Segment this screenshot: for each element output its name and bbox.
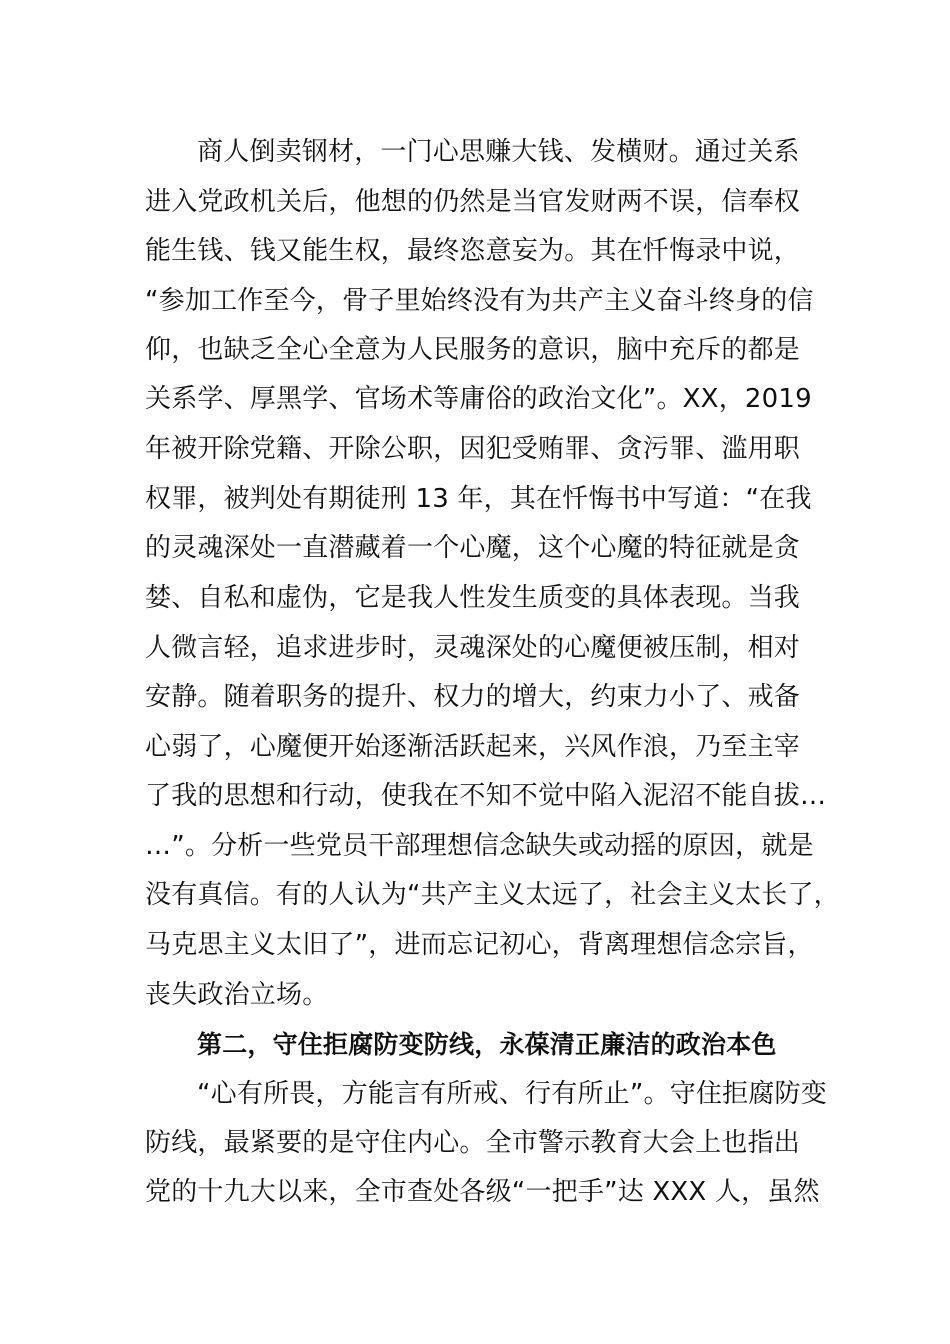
paragraph-line: 年被开除党籍、开除公职，因犯受贿罪、贪污罪、滥用职: [145, 434, 801, 464]
paragraph-line: 能生钱、钱又能生权，最终恣意妄为。其在忏悔录中说，: [145, 236, 801, 266]
paragraph-line: 关系学、厚黑学、官场术等庸俗的政治文化”。XX，2019: [145, 384, 812, 414]
paragraph-line: “心有所畏，方能言有所戒、行有所止”。守住拒腐防变: [197, 1079, 827, 1109]
paragraph-line: “参加工作至今，骨子里始终没有为共产主义奋斗终身的信: [145, 286, 814, 316]
paragraph-line: 丧失政治立场。: [145, 980, 329, 1010]
paragraph-line: 的灵魂深处一直潜藏着一个心魔，这个心魔的特征就是贪: [145, 533, 801, 563]
paragraph-line: 人微言轻，追求进步时，灵魂深处的心魔便被压制，相对: [145, 633, 801, 663]
section-heading: 第二，守住拒腐防变防线，永葆清正廉洁的政治本色: [197, 1030, 777, 1059]
paragraph-line: 仰，也缺乏全心全意为人民服务的意识，脑中充斥的都是: [145, 335, 801, 365]
paragraph-line: 了我的思想和行动，使我在不知不觉中陷入泥沼不能自拔…: [145, 781, 827, 811]
paragraph-line: 商人倒卖钢材，一门心思赚大钱、发横财。通过关系: [197, 137, 800, 167]
paragraph-line: 安静。随着职务的提升、权力的增大，约束力小了、戒备: [145, 682, 801, 712]
paragraph-line: 没有真信。有的人认为“共产主义太远了，社会主义太长了，: [145, 880, 840, 910]
paragraph-line: …”。分析一些党员干部理想信念缺失或动摇的原因，就是: [145, 831, 814, 861]
paragraph-line: 心弱了，心魔便开始逐渐活跃起来，兴风作浪，乃至主宰: [145, 732, 801, 762]
paragraph-line: 防线，最紧要的是守住内心。全市警示教育大会上也指出: [145, 1128, 801, 1158]
paragraph-line: 进入党政机关后，他想的仍然是当官发财两不误，信奉权: [145, 187, 801, 217]
paragraph-line: 党的十九大以来，全市查处各级“一把手”达 XXX 人，虽然: [145, 1177, 820, 1207]
paragraph-line: 婪、自私和虚伪，它是我人性发生质变的具体表现。当我: [145, 583, 801, 613]
paragraph-line: 权罪，被判处有期徒刑 13 年，其在忏悔书中写道：“在我: [145, 484, 812, 514]
paragraph-line: 马克思主义太旧了”，进而忘记初心，背离理想信念宗旨，: [145, 930, 814, 960]
